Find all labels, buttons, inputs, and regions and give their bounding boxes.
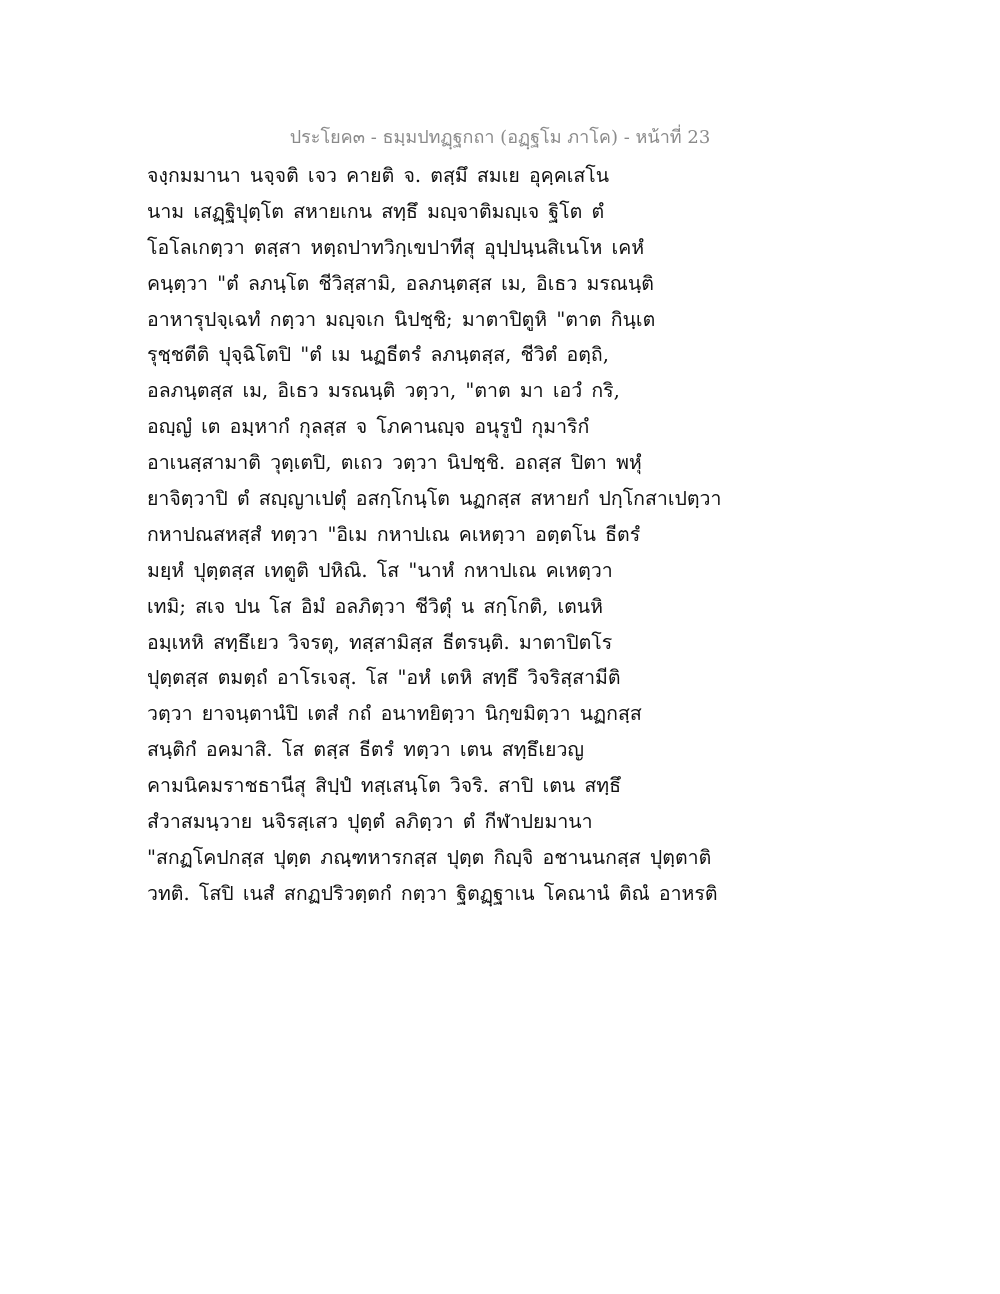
text-line: อญฺญํ เต อมฺหากํ กุลสฺส จ โภคานญฺจ อนุรูปํ กุมาริกํ	[147, 415, 590, 439]
text-line: มยฺหํ ปุตฺตสฺส เทตูติ ปหิณิ. โส "นาหํ กหาปเณ คเหตฺวา	[147, 558, 613, 582]
text-line: ปุตฺตสฺส ตมตฺถํ อาโรเจสุ. โส "อหํ เตหิ สทฺธึ วิจริสฺสามีติ	[147, 666, 621, 690]
text-line: สํวาสมนฺวาย นจิรสฺเสว ปุตฺตํ ลภิตฺวา ตํ กีฬาปยมานา	[147, 810, 593, 834]
text-line: โอโลเกตฺวา ตสฺสา หตฺถปาทวิกฺเขปาทีสุ อุปฺปนฺนสิเนโห เคหํ	[147, 235, 645, 259]
body-text	[147, 158, 847, 912]
text-line: รุชฺชตีติ ปุจฺฉิโตปิ "ตํ เม นฏธีตรํ ลภนฺตสฺส, ชีวิตํ อตฺถิ,	[147, 343, 609, 367]
text-line: วตฺวา ยาจนฺตานํปิ เตสํ กถํ อนาทยิตฺวา นิกฺขมิตฺวา นฏกสฺส	[147, 702, 642, 726]
text-line: อาหารุปจฺเฉทํ กตฺวา มญฺจเก นิปชฺชิ; มาตาปิตูหิ "ตาต กินฺเต	[147, 307, 656, 331]
text-line: "สกฏโคปกสฺส ปุตฺต ภณฺฑหารกสฺส ปุตฺต กิญฺจิ อชานนกสฺส ปุตฺตาติ	[147, 845, 712, 869]
text-line: นาม เสฏฺฐิปุตฺโต สหายเกน สทฺธึ มญฺจาติมญฺเจ ฐิโต ตํ	[147, 199, 605, 223]
text-line: อมฺเหหิ สทฺธึเยว วิจรตุ, ทสฺสามิสฺส ธีตรนฺติ. มาตาปิตโร	[147, 630, 613, 654]
page-header: ประโยค๓ - ธมฺมปทฏฺฐกถา (อฏฺฐโม ภาโค) - หน้าที่ 23	[289, 127, 711, 148]
text-line: อาเนสฺสามาติ วุตฺเตปิ, ตเถว วตฺวา นิปชฺชิ. อถสฺส ปิตา พหุํ	[147, 451, 642, 475]
text-line: กหาปณสหสฺสํ ทตฺวา "อิเม กหาปเณ คเหตฺวา อตฺตโน ธีตรํ	[147, 522, 641, 546]
text-line: คามนิคมราชธานีสุ สิปฺปํ ทสฺเสนฺโต วิจริ. สาปิ เตน สทฺธึ	[147, 774, 622, 798]
text-line: เทมิ; สเจ ปน โส อิมํ อลภิตฺวา ชีวิตุํ น สกฺโกติ, เตนหิ	[147, 594, 603, 618]
text-line: ยาจิตฺวาปิ ตํ สญฺญาเปตุํ อสกฺโกนฺโต นฏกสฺส สหายกํ ปกฺโกสาเปตฺวา	[147, 487, 722, 511]
text-line: วทติ. โสปิ เนสํ สกฏปริวตฺตกํ กตฺวา ฐิตฏฺฐาเน โคณานํ ติณํ อาหรติ	[147, 881, 718, 905]
text-line: คนฺตฺวา "ตํ ลภนฺโต ชีวิสฺสามิ, อลภนฺตสฺส เม, อิเธว มรณนฺติ	[147, 271, 654, 295]
text-line: อลภนฺตสฺส เม, อิเธว มรณนฺติ วตฺวา, "ตาต มา เอวํ กริ,	[147, 379, 620, 403]
text-line: สนฺติกํ อคมาสิ. โส ตสฺส ธีตรํ ทตฺวา เตน สทฺธึเยวญ	[147, 738, 585, 762]
text-line: จงฺกมมานา นจฺจติ เจว คายติ จ. ตสฺมึ สมเย อุคฺคเสโน	[147, 164, 610, 187]
